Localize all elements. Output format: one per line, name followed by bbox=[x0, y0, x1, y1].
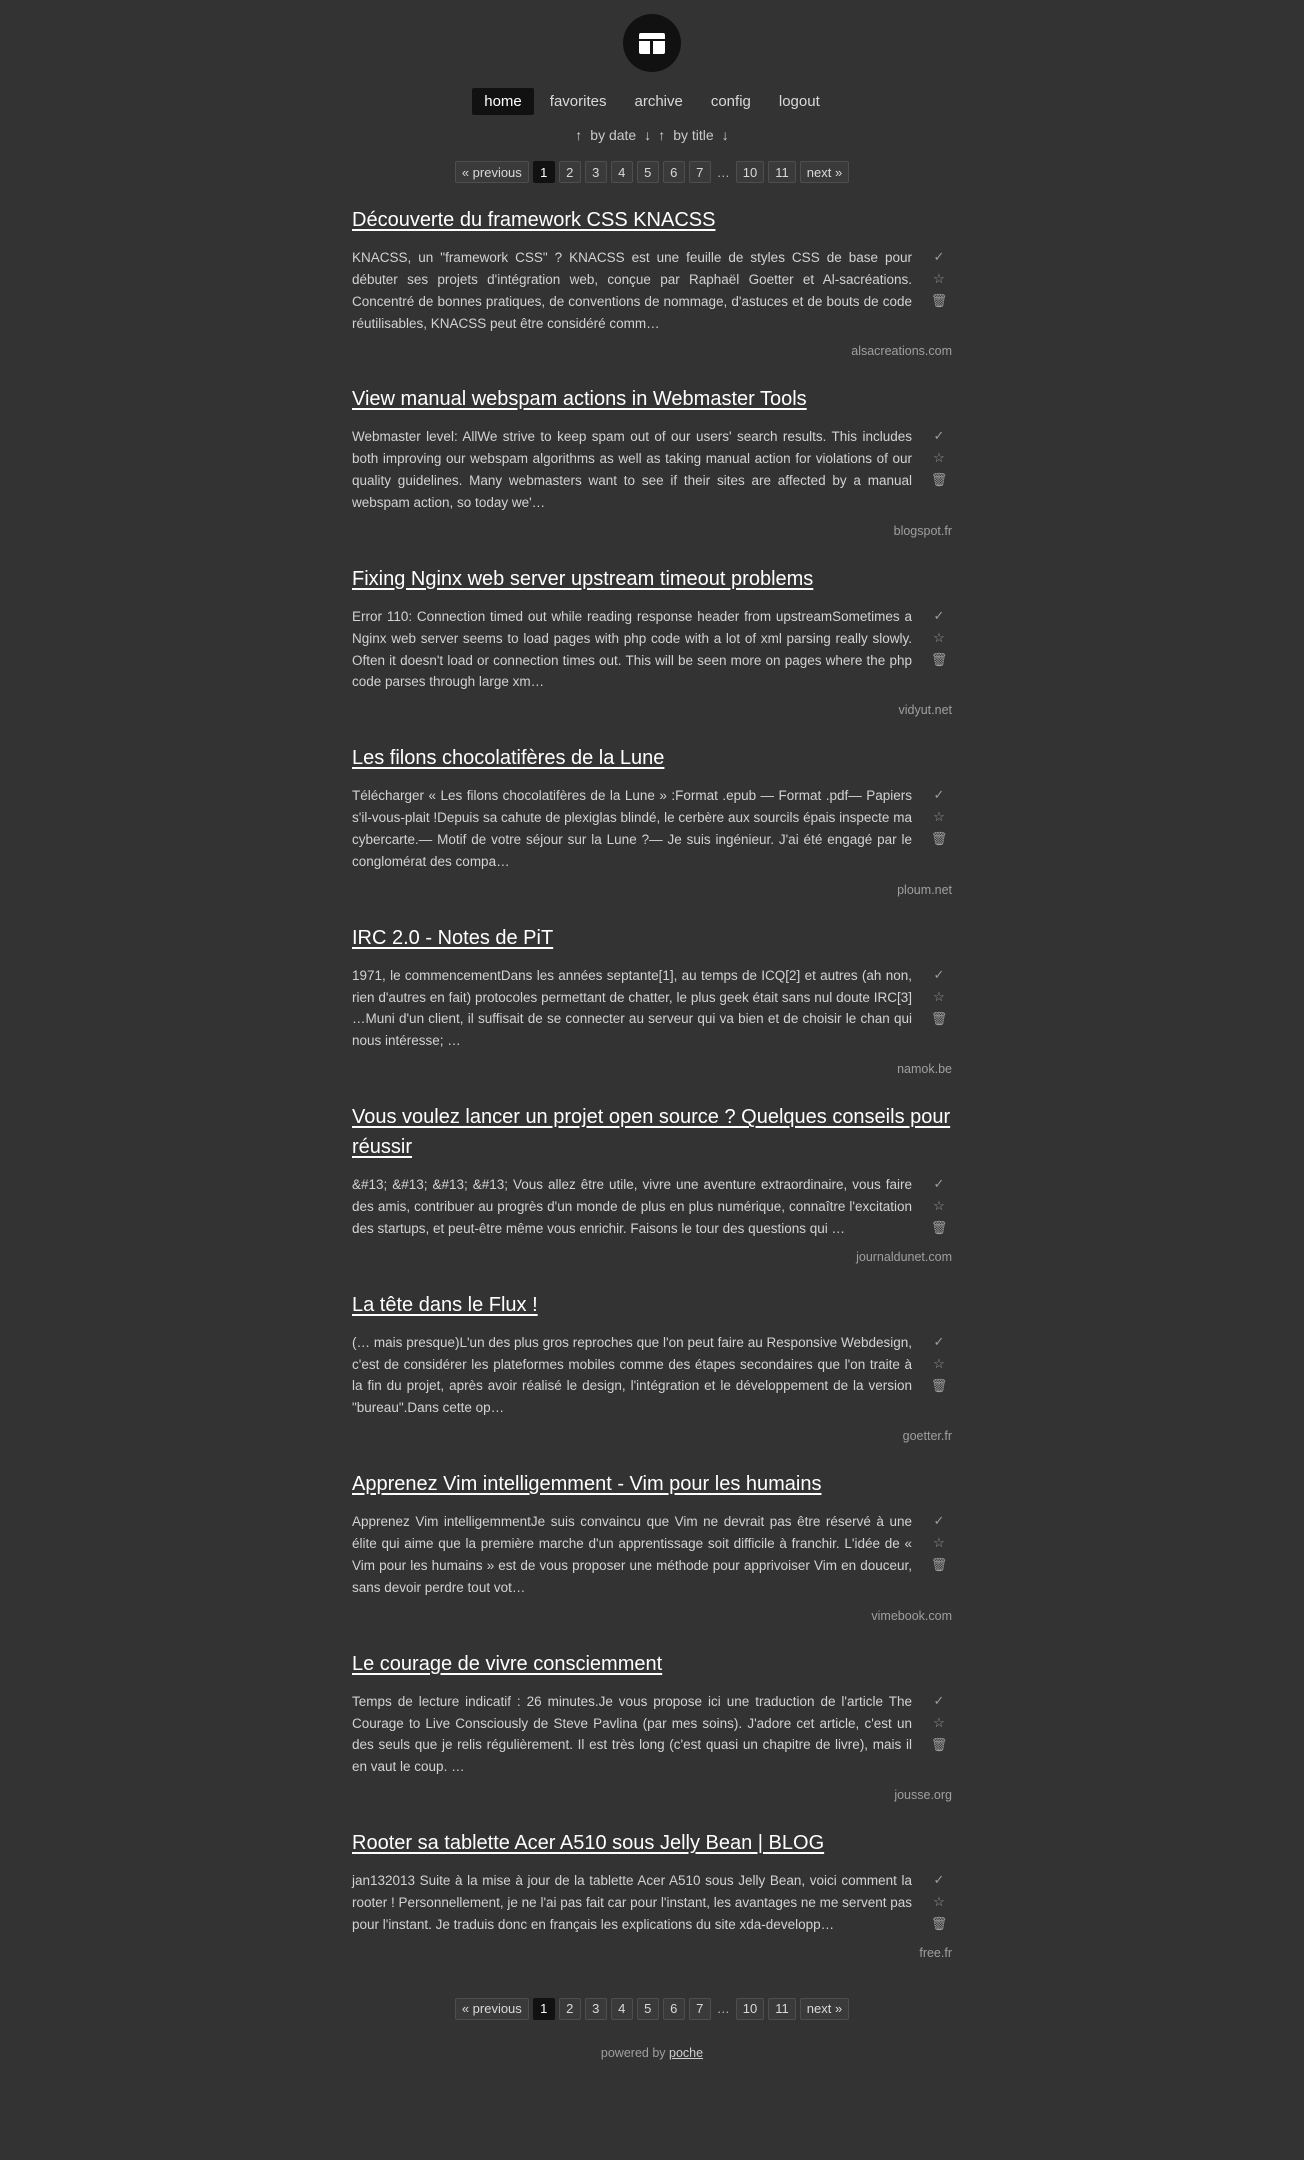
entry-title bbox=[352, 1649, 952, 1679]
entry-domain: jousse.org bbox=[894, 1788, 952, 1803]
entry-domain: namok.be bbox=[897, 1062, 952, 1077]
entry-title-link[interactable]: Le courage de vivre consciemment bbox=[352, 1652, 663, 1675]
entry-excerpt: Error 110: Connection timed out while reading response header from upstreamSometimes a Nginx web server seems to load pages with php code with a lot of xml parsing really slowly. Often it doesn't load or connection times out. This will be seen more on pages where the php code parses through large xm… bbox=[352, 608, 912, 690]
pagination-next[interactable]: next » bbox=[800, 1998, 849, 2020]
entry-tools bbox=[926, 1511, 952, 1571]
trash-icon[interactable]: 🗑 bbox=[930, 1010, 948, 1026]
entry-title bbox=[352, 1102, 952, 1162]
star-icon[interactable]: ☆ bbox=[933, 1198, 945, 1214]
sort-by-title-label: by title bbox=[673, 127, 714, 143]
entry-title-link[interactable]: Apprenez Vim intelligemment - Vim pour les humains bbox=[352, 1473, 822, 1496]
entry-title bbox=[352, 743, 952, 773]
entry-tools bbox=[926, 1691, 952, 1751]
entry-excerpt: KNACSS, un "framework CSS" ? KNACSS est une feuille de styles CSS de base pour débuter ses projets d'intégration web, conçue par Raphaël Goetter et Al-sacréations. Concentré de bonnes pratiques, de conventions de nommage, d'astuces et de bouts de code réutilisables, KNACSS peut être considéré comm… bbox=[352, 250, 912, 331]
trash-icon[interactable]: 🗑 bbox=[930, 293, 948, 308]
list-item bbox=[352, 1649, 952, 1802]
footer-poche-link[interactable]: poche bbox=[669, 2045, 704, 2060]
pagination-page-5[interactable]: 5 bbox=[637, 161, 659, 183]
pagination-page-1[interactable]: 1 bbox=[533, 161, 555, 183]
list-item bbox=[352, 564, 952, 717]
entry-excerpt: jan132013 Suite à la mise à jour de la tablette Acer A510 sous Jelly Bean, voici comment la rooter ! Personnellement, je ne l'ai pas fait car pour l'instant, les avantages ne me servent pas pour l'instant. Je traduis donc en français les explications du site xda-developp… bbox=[352, 1873, 912, 1932]
sort-by-date-label: by date bbox=[590, 127, 637, 143]
entry-excerpt: Webmaster level: AllWe strive to keep spam out of our users' search results. This includes both improving our webspam algorithms as well as taking manual action for violations of our quality guidelines. Many webmasters want to see if their sites are affected by a manual webspam action, so today we'… bbox=[352, 429, 912, 511]
trash-icon[interactable]: 🗑 bbox=[930, 1557, 948, 1573]
star-icon[interactable]: ☆ bbox=[933, 988, 945, 1004]
list-item bbox=[352, 1828, 952, 1960]
entry-title bbox=[352, 1469, 952, 1499]
pagination-page-1[interactable]: 1 bbox=[533, 1998, 555, 2020]
entry-domain: goetter.fr bbox=[902, 1429, 952, 1444]
entry-title bbox=[352, 564, 952, 594]
entry-title-link[interactable]: Découverte du framework CSS KNACSS bbox=[352, 209, 716, 231]
entry-title-link[interactable]: View manual webspam actions in Webmaster Tools bbox=[352, 388, 807, 411]
entry-domain: ploum.net bbox=[897, 882, 952, 897]
entry-excerpt: Apprenez Vim intelligemmentJe suis convaincu que Vim ne devrait pas être réservé à une élite qui aime que la première marche d'un apprentissage soit difficile à franchir. L'idée de « Vim pour les humains » est de vous proposer une méthode pour apprivoiser Vim en douceur, sans devoir perdre tout vot… bbox=[352, 1514, 912, 1595]
entry-list bbox=[352, 205, 952, 1986]
pagination-next[interactable]: next » bbox=[800, 161, 849, 183]
entry-excerpt: Temps de lecture indicatif : 26 minutes.Je vous propose ici une traduction de l'article The Courage to Live Consciously de Steve Pavlina (par mes soins). J'adore cet article, c'est un des seuls que je relis régulièrement. Il est très long (c'est quasi un chapitre de livre), mais il en vaut le coup. … bbox=[352, 1693, 912, 1775]
entry-tools bbox=[926, 785, 952, 845]
check-read-icon[interactable]: ✓ bbox=[933, 1333, 945, 1349]
list-item bbox=[352, 743, 952, 896]
entry-excerpt: Télécharger « Les filons chocolatifères de la Lune » :Format .epub — Format .pdf— Papiers s'il-vous-plait !Depuis sa cahute de plexiglas blindé, le cerbère aux sourcils épais inspecte ma cybercarte.— Motif de votre séjour sur la Lune ?— Je suis ingénieur. J'ai été engagé par le conglomérat des compa… bbox=[352, 788, 912, 869]
entry-body bbox=[352, 1332, 952, 1419]
pagination-page-2[interactable]: 2 bbox=[559, 161, 581, 183]
pagination-page-5[interactable]: 5 bbox=[637, 1998, 659, 2020]
entry-title bbox=[352, 205, 952, 235]
footer bbox=[601, 2046, 703, 2078]
main-navigation bbox=[472, 88, 832, 115]
nav-item-home[interactable]: home bbox=[472, 88, 534, 115]
trash-icon[interactable]: 🗑 bbox=[930, 1377, 948, 1393]
entry-title bbox=[352, 384, 952, 414]
pagination-previous[interactable]: « previous bbox=[455, 1998, 529, 2020]
entry-body bbox=[352, 965, 952, 1052]
star-icon[interactable]: ☆ bbox=[933, 1894, 945, 1910]
check-read-icon[interactable]: ✓ bbox=[933, 1692, 945, 1708]
check-read-icon[interactable]: ✓ bbox=[933, 428, 945, 444]
entry-excerpt: &#13; &#13; &#13; &#13; Vous allez être utile, vivre une aventure extraordinaire, vous faire des amis, contribuer au progrès d'un monde de plus en plus numérique, connaître l'excitation des startups, et peut-être même vous enrichir. Faisons le tour des questions qui … bbox=[352, 1177, 912, 1236]
check-read-icon[interactable]: ✓ bbox=[933, 966, 945, 982]
entry-excerpt: 1971, le commencementDans les années septante[1], au temps de ICQ[2] et autres (ah non, rien d'autres en fait) protocoles permettant de chatter, le plus geek était sans nul doute IRC[3] …Muni d'un client, il suffisait de se connecter au serveur qui va bien et de choisir le chan qui nous intéresse; … bbox=[352, 967, 912, 1049]
entry-tools bbox=[926, 426, 952, 486]
entry-domain: blogspot.fr bbox=[893, 523, 952, 538]
sort-title-desc-icon[interactable]: ↓ bbox=[721, 127, 729, 143]
trash-icon[interactable]: 🗑 bbox=[930, 831, 948, 847]
entry-body bbox=[352, 247, 952, 334]
pagination-page-6[interactable]: 6 bbox=[663, 161, 685, 183]
sort-date-asc-icon[interactable]: ↑ bbox=[575, 127, 583, 143]
pagination-page-11[interactable]: 11 bbox=[768, 161, 796, 183]
entry-title-link[interactable]: Rooter sa tablette Acer A510 sous Jelly Bean | BLOG bbox=[352, 1832, 825, 1855]
entry-tools bbox=[926, 1174, 952, 1234]
trash-icon[interactable]: 🗑 bbox=[930, 1220, 948, 1236]
star-icon[interactable]: ☆ bbox=[933, 1714, 945, 1730]
entry-body bbox=[352, 1174, 952, 1240]
trash-icon[interactable]: 🗑 bbox=[930, 1736, 948, 1752]
list-item bbox=[352, 923, 952, 1076]
entry-tools bbox=[926, 965, 952, 1025]
pagination-ellipsis: … bbox=[716, 2001, 730, 2017]
pagination-bottom bbox=[455, 1998, 849, 2020]
star-icon[interactable]: ☆ bbox=[933, 629, 945, 645]
pagination-top bbox=[455, 161, 849, 183]
entry-title-link[interactable]: IRC 2.0 - Notes de PiT bbox=[352, 926, 554, 949]
check-read-icon[interactable]: ✓ bbox=[933, 1176, 945, 1192]
trash-icon[interactable]: 🗑 bbox=[930, 472, 948, 488]
entry-body bbox=[352, 606, 952, 693]
entry-excerpt: (… mais presque)L'un des plus gros reproches que l'on peut faire au Responsive Webdesign, c'est de considérer les plateformes mobiles comme des étapes secondaires que l'on traite à la fin du projet, après avoir réalisé le design, l'intégration et le développement de la version "bureau".Dans cette op… bbox=[352, 1334, 912, 1416]
pagination-page-4[interactable]: 4 bbox=[611, 161, 633, 183]
entry-title bbox=[352, 1290, 952, 1320]
site-logo[interactable] bbox=[623, 14, 681, 72]
list-item bbox=[352, 205, 952, 358]
footer-text: powered by bbox=[600, 2045, 666, 2060]
pagination-page-10[interactable]: 10 bbox=[736, 1998, 764, 2020]
entry-body bbox=[352, 1511, 952, 1598]
entry-body bbox=[352, 1870, 952, 1936]
list-item bbox=[352, 1469, 952, 1622]
entry-title-link[interactable]: La tête dans le Flux ! bbox=[352, 1293, 538, 1316]
pagination-page-2[interactable]: 2 bbox=[559, 1998, 581, 2020]
sort-title-asc-icon[interactable]: ↑ bbox=[658, 127, 666, 143]
nav-item-logout[interactable]: logout bbox=[778, 93, 820, 110]
entry-tools bbox=[926, 1332, 952, 1392]
star-icon[interactable]: ☆ bbox=[933, 450, 945, 466]
check-read-icon[interactable]: ✓ bbox=[933, 607, 945, 623]
book-icon bbox=[639, 33, 665, 54]
nav-item-archive[interactable]: archive bbox=[634, 93, 683, 110]
pagination-page-7[interactable]: 7 bbox=[689, 161, 711, 183]
trash-icon[interactable]: 🗑 bbox=[930, 651, 948, 667]
entry-title-link[interactable]: Les filons chocolatifères de la Lune bbox=[352, 747, 665, 770]
pagination-page-4[interactable]: 4 bbox=[611, 1998, 633, 2020]
check-read-icon[interactable]: ✓ bbox=[933, 1513, 945, 1529]
pagination-page-3[interactable]: 3 bbox=[585, 161, 607, 183]
check-read-icon[interactable]: ✓ bbox=[933, 249, 945, 264]
entry-domain: alsacreations.com bbox=[851, 344, 952, 359]
entry-domain: vimebook.com bbox=[871, 1608, 952, 1623]
list-item bbox=[352, 1290, 952, 1443]
pagination-page-6[interactable]: 6 bbox=[663, 1998, 685, 2020]
star-icon[interactable]: ☆ bbox=[933, 809, 945, 825]
entry-title-link[interactable]: Vous voulez lancer un projet open source ? Quelques conseils pour réussir bbox=[352, 1106, 951, 1159]
sort-date-desc-icon[interactable]: ↓ bbox=[644, 127, 652, 143]
pagination-previous[interactable]: « previous bbox=[455, 161, 529, 183]
sort-controls bbox=[575, 127, 728, 143]
entry-title bbox=[352, 923, 952, 953]
entry-title-link[interactable]: Fixing Nginx web server upstream timeout problems bbox=[352, 567, 814, 590]
entry-title bbox=[352, 1828, 952, 1858]
pagination-ellipsis: … bbox=[716, 164, 730, 180]
pagination-page-7[interactable]: 7 bbox=[689, 1998, 711, 2020]
check-read-icon[interactable]: ✓ bbox=[933, 787, 945, 803]
list-item bbox=[352, 1102, 952, 1264]
pagination-page-10[interactable]: 10 bbox=[736, 161, 764, 183]
entry-tools bbox=[926, 1870, 952, 1930]
entry-domain: journaldunet.com bbox=[856, 1249, 952, 1264]
pagination-page-11[interactable]: 11 bbox=[768, 1998, 796, 2020]
star-icon[interactable]: ☆ bbox=[933, 1535, 945, 1551]
star-icon[interactable]: ☆ bbox=[933, 271, 945, 286]
entry-body bbox=[352, 426, 952, 513]
entry-domain: free.fr bbox=[919, 1945, 952, 1960]
trash-icon[interactable]: 🗑 bbox=[930, 1916, 948, 1932]
entry-body bbox=[352, 1691, 952, 1778]
entry-tools bbox=[926, 606, 952, 666]
check-read-icon[interactable]: ✓ bbox=[933, 1872, 945, 1888]
entry-body bbox=[352, 785, 952, 872]
list-item bbox=[352, 384, 952, 537]
star-icon[interactable]: ☆ bbox=[933, 1355, 945, 1371]
entry-domain: vidyut.net bbox=[898, 703, 952, 718]
nav-item-favorites[interactable]: favorites bbox=[549, 93, 607, 110]
nav-item-config[interactable]: config bbox=[710, 93, 751, 110]
entry-tools bbox=[926, 247, 952, 307]
pagination-page-3[interactable]: 3 bbox=[585, 1998, 607, 2020]
